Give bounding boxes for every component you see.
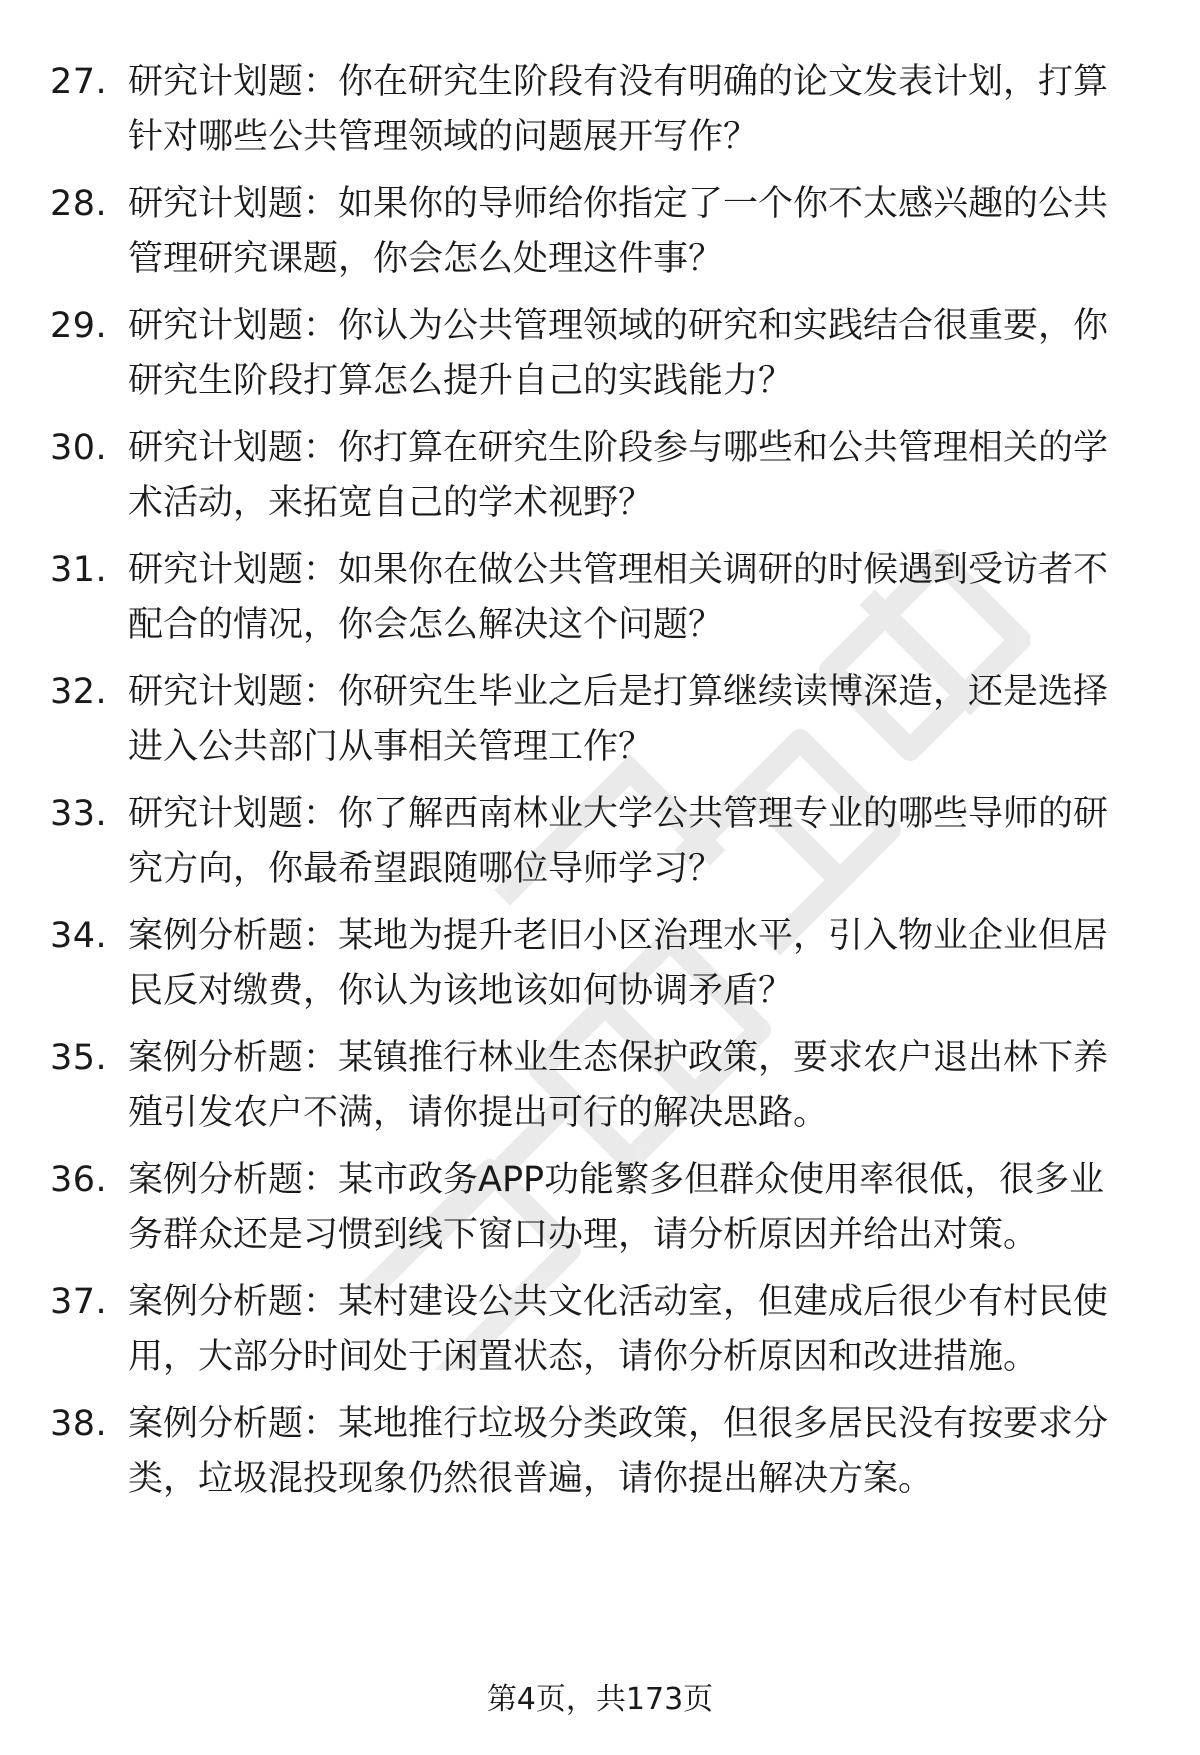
list-item xyxy=(0,665,1200,785)
list-item xyxy=(0,421,1200,541)
question-number: 31. xyxy=(50,550,108,590)
question-text: 案例分析题：某地为提升老旧小区治理水平，引入物业企业但居民反对缴费，你认为该地该如何协调矛盾？ xyxy=(128,916,1109,1011)
question-text: 研究计划题：你在研究生阶段有没有明确的论文发表计划，打算针对哪些公共管理领域的问题展开写作？ xyxy=(128,62,1109,157)
list-item xyxy=(0,177,1200,297)
question-number: 35. xyxy=(50,1038,108,1078)
question-text: 研究计划题：你研究生毕业之后是打算继续读博深造，还是选择进入公共部门从事相关管理工作？ xyxy=(128,672,1109,767)
question-text: 案例分析题：某地推行垃圾分类政策，但很多居民没有按要求分类，垃圾混投现象仍然很普遍，请你提出解决方案。 xyxy=(128,1404,1109,1499)
question-number: 34. xyxy=(50,916,108,956)
question-text: 研究计划题：你打算在研究生阶段参与哪些和公共管理相关的学术活动，来拓宽自己的学术视野？ xyxy=(128,428,1109,523)
list-item xyxy=(0,299,1200,419)
question-number: 29. xyxy=(50,306,108,346)
question-text: 案例分析题：某市政务APP功能繁多但群众使用率很低，很多业务群众还是习惯到线下窗口办理，请分析原因并给出对策。 xyxy=(128,1160,1105,1255)
list-item xyxy=(0,1153,1200,1273)
question-number: 32. xyxy=(50,672,108,712)
question-number: 30. xyxy=(50,428,108,468)
question-number: 36. xyxy=(50,1160,108,1200)
question-text: 研究计划题：你认为公共管理领域的研究和实践结合很重要，你研究生阶段打算怎么提升自己的实践能力？ xyxy=(128,306,1109,401)
list-item xyxy=(0,1397,1200,1517)
question-number: 33. xyxy=(50,794,108,834)
question-text: 研究计划题：你了解西南林业大学公共管理专业的哪些导师的研究方向，你最希望跟随哪位导师学习？ xyxy=(128,794,1109,889)
list-item xyxy=(0,787,1200,907)
page-footer: 第4页，共173页 xyxy=(486,1682,714,1717)
list-item xyxy=(0,909,1200,1029)
question-number: 38. xyxy=(50,1404,108,1444)
question-number: 27. xyxy=(50,62,108,102)
question-text: 研究计划题：如果你的导师给你指定了一个你不太感兴趣的公共管理研究课题，你会怎么处理这件事？ xyxy=(128,184,1109,279)
list-item xyxy=(0,1031,1200,1151)
list-item xyxy=(0,543,1200,663)
question-text: 研究计划题：如果你在做公共管理相关调研的时候遇到受访者不配合的情况，你会怎么解决这个问题？ xyxy=(128,550,1109,645)
question-number: 28. xyxy=(50,184,108,224)
list-item xyxy=(0,55,1200,175)
question-text: 案例分析题：某村建设公共文化活动室，但建成后很少有村民使用，大部分时间处于闲置状态，请你分析原因和改进措施。 xyxy=(128,1282,1109,1377)
list-item xyxy=(0,1275,1200,1395)
question-number: 37. xyxy=(50,1282,108,1322)
question-text: 案例分析题：某镇推行林业生态保护政策，要求农户退出林下养殖引发农户不满，请你提出可行的解决思路。 xyxy=(128,1038,1109,1133)
